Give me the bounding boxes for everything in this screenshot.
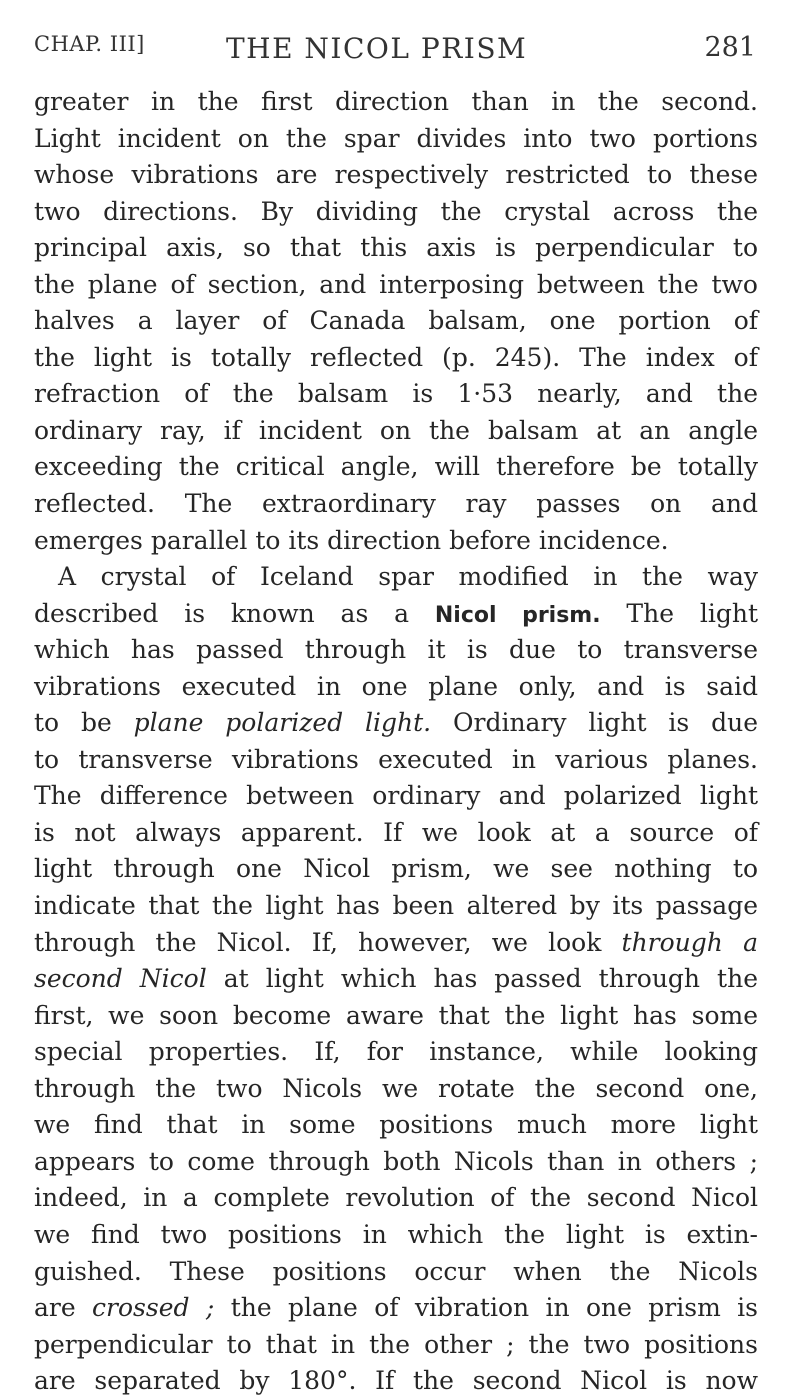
page-number: 281 <box>704 32 756 63</box>
text-run: which has passed through it is due to transverse <box>34 635 758 665</box>
text-run: appears to come through both Nicols than in others ; <box>34 1146 758 1176</box>
text-line <box>34 84 758 121</box>
italic-phrase: plane polarized light. <box>133 708 432 738</box>
text-run: the plane of section, and interposing between the two <box>34 269 758 299</box>
text-line <box>34 632 758 669</box>
text-run: to be <box>34 708 134 738</box>
text-line <box>34 961 758 998</box>
text-line <box>34 742 758 779</box>
text-run: emerges parallel to its direction before incidence. <box>34 525 669 555</box>
text-run: are <box>34 1293 93 1323</box>
italic-phrase: through a <box>621 927 758 957</box>
text-line <box>34 888 758 925</box>
text-line <box>34 340 758 377</box>
text-line <box>34 230 758 267</box>
text-line <box>34 523 758 560</box>
text-line <box>34 449 758 486</box>
text-line <box>34 1107 758 1144</box>
text-run: at light which has passed through the <box>206 964 758 994</box>
text-run: are separated by 180°. If the second Nicol is now <box>34 1366 758 1396</box>
text-line <box>34 925 758 962</box>
text-line <box>34 778 758 815</box>
running-header <box>34 32 754 72</box>
text-line <box>34 121 758 158</box>
text-run: greater in the first direction than in the second. <box>34 87 758 116</box>
italic-phrase: second Nicol <box>34 964 207 994</box>
text-run: we find two positions in which the light is extin- <box>34 1219 758 1249</box>
text-line <box>34 376 758 413</box>
text-line <box>34 669 758 706</box>
text-run: the light is totally reflected (p. 245). The index of <box>34 342 758 372</box>
text-line <box>34 596 758 633</box>
text-run: The difference between ordinary and polarized light <box>34 781 758 811</box>
text-run: light through one Nicol prism, we see nothing to <box>34 854 758 884</box>
text-run: indicate that the light has been altered by its passage <box>34 891 758 921</box>
text-line <box>34 815 758 852</box>
text-run: to transverse vibrations executed in various planes. <box>34 744 758 774</box>
text-run: indeed, in a complete revolution of the second Nicol <box>34 1183 758 1213</box>
text-line <box>34 1034 758 1071</box>
text-line <box>34 303 758 340</box>
text-run: through the two Nicols we rotate the second one, <box>34 1073 758 1103</box>
text-run: two directions. By dividing the crystal across the <box>34 196 758 226</box>
text-line <box>34 1144 758 1181</box>
text-line <box>34 1071 758 1108</box>
text-run: whose vibrations are respectively restricted to these <box>34 160 758 190</box>
text-run: principal axis, so that this axis is perpendicular to <box>34 233 758 263</box>
text-line <box>34 1290 758 1327</box>
text-run: ordinary ray, if incident on the balsam at an angle <box>34 415 758 445</box>
body-text <box>34 84 758 1400</box>
text-run: guished. These positions occur when the Nicols <box>34 1256 758 1286</box>
text-line <box>34 851 758 888</box>
text-run: perpendicular to that in the other ; the two positions <box>34 1329 758 1359</box>
text-run: refraction of the balsam is 1·53 nearly, and the <box>34 379 758 409</box>
chapter-label: CHAP. III] <box>34 32 145 56</box>
bold-term: Nicol prism. <box>434 602 601 628</box>
text-line <box>34 1327 758 1364</box>
text-run: exceeding the critical angle, will therefore be totally <box>34 452 758 482</box>
text-line <box>34 1254 758 1291</box>
text-line <box>34 413 758 450</box>
text-line <box>34 1180 758 1217</box>
text-line <box>34 157 758 194</box>
text-line <box>34 486 758 523</box>
text-run: we find that in some positions much more light <box>34 1110 758 1140</box>
text-run: through the Nicol. If, however, we look <box>34 927 622 957</box>
text-run: A crystal of Iceland spar modified in the way <box>58 562 758 592</box>
text-line <box>34 1363 758 1400</box>
text-run: first, we soon become aware that the light has some <box>34 1000 758 1030</box>
running-title: THE NICOL PRISM <box>226 32 528 65</box>
text-run: Light incident on the spar divides into two portions <box>34 123 758 153</box>
text-line <box>34 998 758 1035</box>
text-line <box>34 267 758 304</box>
text-run: The light <box>600 598 758 628</box>
text-line <box>34 1217 758 1254</box>
text-run: Ordinary light is due <box>431 708 758 738</box>
text-run: halves a layer of Canada balsam, one portion of <box>34 306 758 336</box>
text-run: special properties. If, for instance, while looking <box>34 1037 758 1067</box>
text-line <box>34 559 758 596</box>
text-line <box>34 705 758 742</box>
italic-phrase: crossed ; <box>92 1293 215 1323</box>
text-run: vibrations executed in one plane only, and is said <box>34 671 758 701</box>
text-run: described is known as a <box>34 598 435 628</box>
text-run: is not always apparent. If we look at a source of <box>34 817 758 847</box>
text-run: reflected. The extraordinary ray passes on and <box>34 489 758 519</box>
text-run: the plane of vibration in one prism is <box>214 1293 758 1323</box>
text-line <box>34 194 758 231</box>
